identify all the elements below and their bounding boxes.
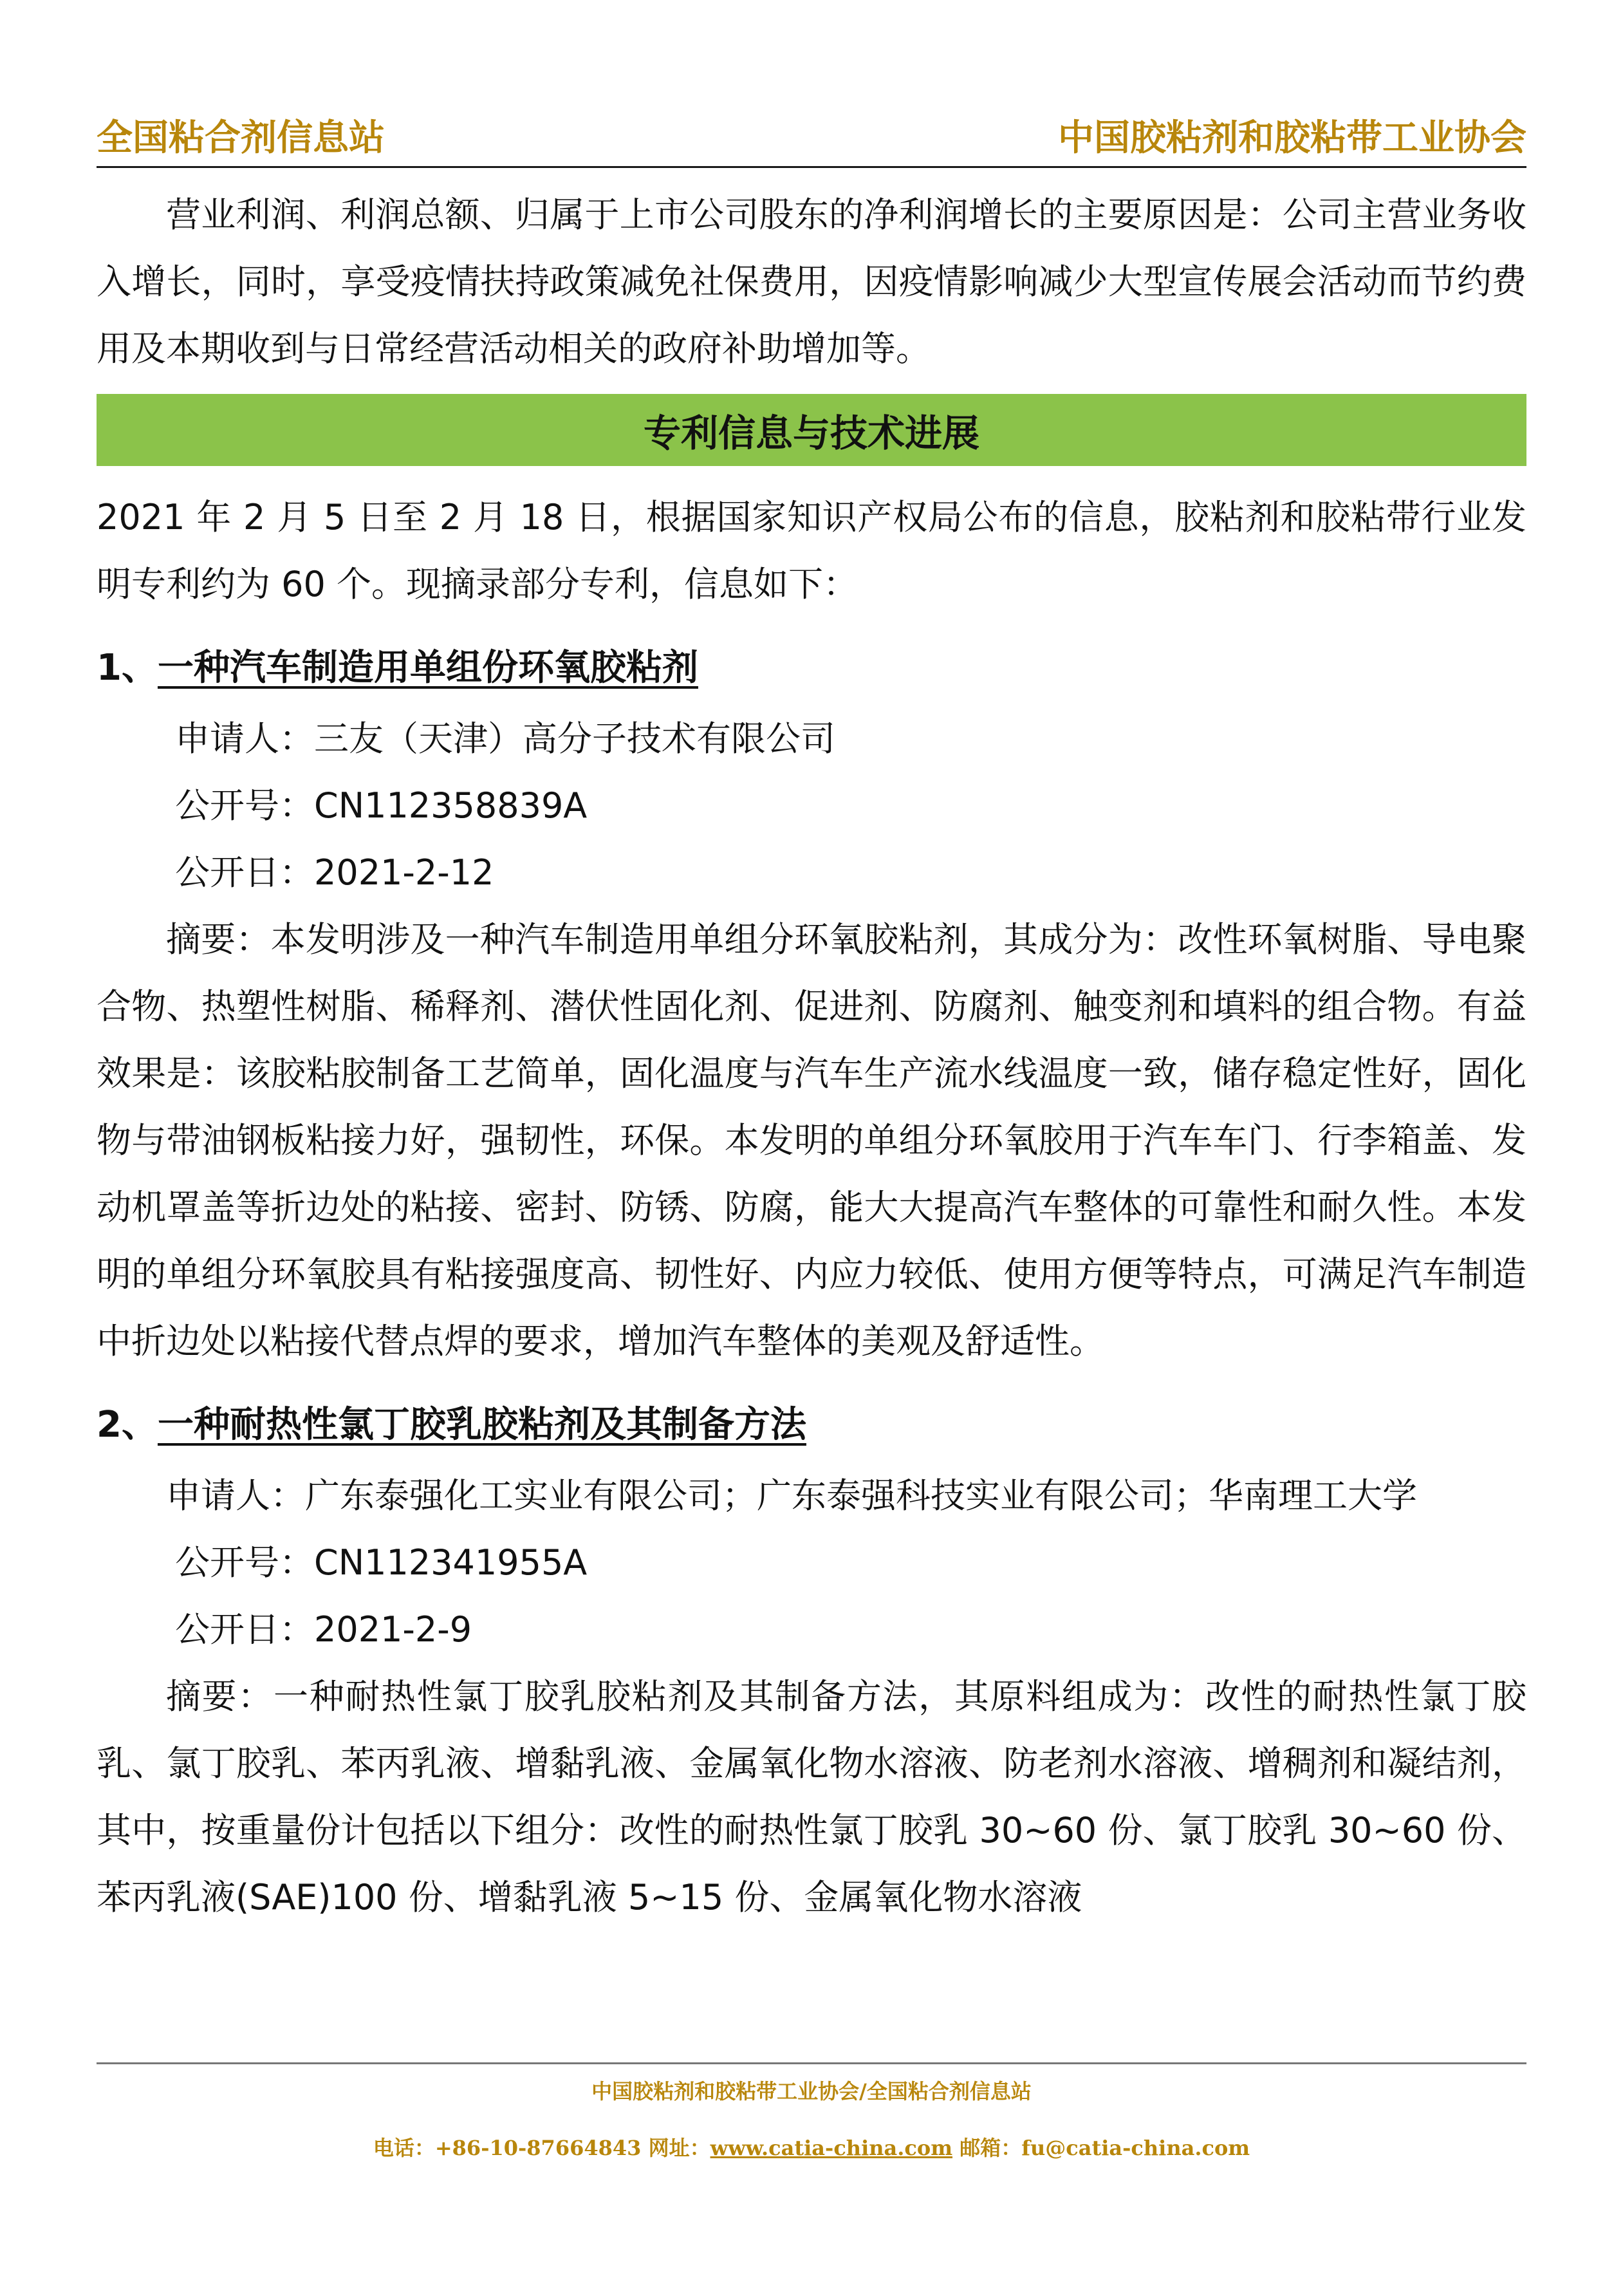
patent-applicant: 申请人：三友（天津）高分子技术有限公司	[175, 718, 835, 759]
footer-phone: 电话：+86-10-87664843	[373, 2136, 642, 2160]
document-body	[97, 182, 1526, 1931]
header-right-title: 中国胶粘剂和胶粘带工业协会	[1058, 117, 1526, 159]
patent-pub-no: 公开号：CN112358839A	[175, 785, 588, 826]
patent-abstract: 摘要：一种耐热性氯丁胶乳胶粘剂及其制备方法，其原料组成为：改性的耐热性氯丁胶乳、氯丁胶乳、苯丙乳液、增黏乳液、金属氧化物水溶液、防老剂水溶液、增稠剂和凝结剂，其中，按重量份计包括以下组分：改性的耐热性氯丁胶乳 30~60 份、氯丁胶乳 30~60 份、苯丙乳液(SAE)100 份、增黏乳液 5~15 份、金属氧化物水溶液	[97, 1676, 1526, 1918]
page-footer	[97, 2062, 1526, 2169]
section-title: 专利信息与技术进展	[97, 394, 1526, 466]
patent-applicant: 申请人：广东泰强化工实业有限公司；广东泰强科技实业有限公司；华南理工大学	[166, 1475, 1417, 1516]
page-header	[97, 115, 1526, 168]
footer-site-label: 网址：	[648, 2136, 710, 2160]
patent-number: 1、	[97, 647, 158, 689]
section-intro: 2021 年 2 月 5 日至 2 月 18 日，根据国家知识产权局公布的信息，胶粘剂和胶粘带行业发明专利约为 60 个。现摘录部分专利，信息如下：	[97, 497, 1526, 604]
header-left-title: 全国粘合剂信息站	[97, 117, 385, 159]
patent-entry-2	[97, 1392, 1526, 1931]
patent-title-2	[97, 1392, 1526, 1459]
footer-org-line: 中国胶粘剂和胶粘带工业协会/全国粘合剂信息站	[591, 2079, 1032, 2104]
patent-title-text: 一种汽车制造用单组份环氧胶粘剂	[157, 647, 698, 689]
patent-number: 2、	[97, 1404, 158, 1446]
patent-entry-1	[97, 635, 1526, 1375]
patent-pub-date: 公开日：2021-2-12	[175, 852, 494, 893]
patent-pub-no: 公开号：CN112341955A	[175, 1542, 588, 1583]
footer-contact-line	[97, 2127, 1526, 2169]
patent-abstract: 摘要：本发明涉及一种汽车制造用单组分环氧胶粘剂，其成分为：改性环氧树脂、导电聚合物、热塑性树脂、稀释剂、潜伏性固化剂、促进剂、防腐剂、触变剂和填料的组合物。有益效果是：该胶粘胶制备工艺简单，固化温度与汽车生产流水线温度一致，储存稳定性好，固化物与带油钢板粘接力好，强韧性，环保。本发明的单组分环氧胶用于汽车车门、行李箱盖、发动机罩盖等折边处的粘接、密封、防锈、防腐，能大大提高汽车整体的可靠性和耐久性。本发明的单组分环氧胶具有粘接强度高、韧性好、内应力较低、使用方便等特点，可满足汽车制造中折边处以粘接代替点焊的要求，增加汽车整体的美观及舒适性。	[97, 919, 1526, 1361]
intro-paragraph: 营业利润、利润总额、归属于上市公司股东的净利润增长的主要原因是：公司主营业务收入增长，同时，享受疫情扶持政策减免社保费用，因疫情影响减少大型宣传展会活动而节约费用及本期收到与日常经营活动相关的政府补助增加等。	[97, 194, 1526, 369]
patent-title-1	[97, 635, 1526, 702]
footer-site-link[interactable]: www.catia-china.com	[710, 2136, 953, 2160]
footer-email[interactable]: fu@catia-china.com	[1021, 2136, 1250, 2160]
footer-email-label: 邮箱：	[960, 2136, 1022, 2160]
patent-pub-date: 公开日：2021-2-9	[175, 1609, 472, 1650]
patent-title-text: 一种耐热性氯丁胶乳胶粘剂及其制备方法	[157, 1404, 806, 1446]
